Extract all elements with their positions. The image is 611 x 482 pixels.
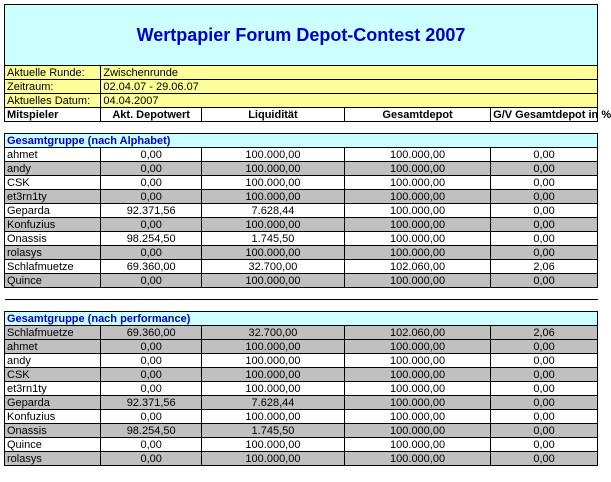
depotwert-cell[interactable]: 0,00: [101, 246, 202, 260]
gesamtdepot-cell[interactable]: 100.000,00: [344, 340, 490, 354]
player-name-cell[interactable]: Onassis: [5, 232, 101, 246]
player-name-cell[interactable]: rolasys: [5, 452, 101, 466]
table-row: [5, 176, 598, 190]
depotwert-cell[interactable]: 92.371,56: [101, 396, 202, 410]
contest-sheet: [4, 4, 611, 466]
depotwert-cell[interactable]: 0,00: [101, 452, 202, 466]
liquiditaet-cell[interactable]: 7.628,44: [201, 396, 344, 410]
liquiditaet-cell[interactable]: 100.000,00: [201, 438, 344, 452]
table-row: [5, 232, 598, 246]
player-name-cell[interactable]: Quince: [5, 274, 101, 288]
depotwert-cell[interactable]: 98.254,50: [101, 424, 202, 438]
depotwert-cell[interactable]: 69.360,00: [101, 326, 202, 340]
gv-percent-cell[interactable]: 0,00: [491, 176, 598, 190]
player-name-cell[interactable]: andy: [5, 162, 101, 176]
col-header-mitspieler[interactable]: Mitspieler: [5, 108, 101, 122]
gesamtdepot-cell[interactable]: 100.000,00: [344, 410, 490, 424]
depotwert-cell[interactable]: 98.254,50: [101, 232, 202, 246]
depotwert-cell[interactable]: 0,00: [101, 148, 202, 162]
gesamtdepot-cell[interactable]: 100.000,00: [344, 452, 490, 466]
liquiditaet-cell[interactable]: 100.000,00: [201, 354, 344, 368]
player-name-cell[interactable]: et3rn1ty: [5, 190, 101, 204]
table-row: [5, 246, 598, 260]
gesamtdepot-cell[interactable]: 100.000,00: [344, 424, 490, 438]
gv-percent-cell[interactable]: 0,00: [491, 382, 598, 396]
gv-percent-cell[interactable]: 0,00: [491, 396, 598, 410]
gv-percent-cell[interactable]: 0,00: [491, 438, 598, 452]
liquiditaet-cell[interactable]: 100.000,00: [201, 246, 344, 260]
table-row: [5, 326, 598, 340]
gesamtdepot-cell[interactable]: 102.060,00: [344, 260, 490, 274]
section-alphabet-rows: [5, 148, 598, 288]
player-name-cell[interactable]: Quince: [5, 438, 101, 452]
gesamtdepot-cell[interactable]: 100.000,00: [344, 232, 490, 246]
sheet-title[interactable]: Wertpapier Forum Depot-Contest 2007: [5, 5, 598, 66]
column-header-row: [5, 108, 598, 122]
spacer-row: [5, 300, 598, 312]
depotwert-cell[interactable]: 92.371,56: [101, 204, 202, 218]
player-name-cell[interactable]: Konfuzius: [5, 218, 101, 232]
liquiditaet-cell[interactable]: 100.000,00: [201, 190, 344, 204]
depotwert-cell[interactable]: 0,00: [101, 176, 202, 190]
player-name-cell[interactable]: CSK: [5, 176, 101, 190]
gesamtdepot-cell[interactable]: 100.000,00: [344, 148, 490, 162]
info-row-zeitraum: [5, 80, 598, 94]
datum-value[interactable]: 04.04.2007: [101, 94, 598, 108]
player-name-cell[interactable]: Schlafmuetze: [5, 260, 101, 274]
gv-percent-cell[interactable]: 2,06: [491, 326, 598, 340]
table-row: [5, 148, 598, 162]
depotwert-cell[interactable]: 0,00: [101, 354, 202, 368]
liquiditaet-cell[interactable]: 100.000,00: [201, 382, 344, 396]
depotwert-cell[interactable]: 0,00: [101, 218, 202, 232]
player-name-cell[interactable]: Onassis: [5, 424, 101, 438]
gesamtdepot-cell[interactable]: 100.000,00: [344, 190, 490, 204]
table-row: [5, 274, 598, 288]
table-row: [5, 382, 598, 396]
gesamtdepot-cell[interactable]: 102.060,00: [344, 326, 490, 340]
gesamtdepot-cell[interactable]: 100.000,00: [344, 438, 490, 452]
section-title-performance[interactable]: Gesamtgruppe (nach performance): [5, 312, 598, 326]
gesamtdepot-cell[interactable]: 100.000,00: [344, 176, 490, 190]
section-header-alphabet: [5, 134, 598, 148]
gesamtdepot-cell[interactable]: 100.000,00: [344, 274, 490, 288]
datum-label[interactable]: Aktuelles Datum:: [5, 94, 101, 108]
gesamtdepot-cell[interactable]: 100.000,00: [344, 162, 490, 176]
gesamtdepot-cell[interactable]: 100.000,00: [344, 246, 490, 260]
gv-percent-cell[interactable]: 0,00: [491, 162, 598, 176]
table-row: [5, 190, 598, 204]
gv-percent-cell[interactable]: 0,00: [491, 232, 598, 246]
liquiditaet-cell[interactable]: 7.628,44: [201, 204, 344, 218]
gv-percent-cell[interactable]: 0,00: [491, 218, 598, 232]
gv-percent-cell[interactable]: 0,00: [491, 148, 598, 162]
spacer-row: [5, 288, 598, 300]
depotwert-cell[interactable]: 0,00: [101, 274, 202, 288]
gesamtdepot-cell[interactable]: 100.000,00: [344, 368, 490, 382]
section-performance-rows: [5, 326, 598, 466]
player-name-cell[interactable]: et3rn1ty: [5, 382, 101, 396]
depotwert-cell[interactable]: 0,00: [101, 162, 202, 176]
table-row: [5, 424, 598, 438]
gv-percent-cell[interactable]: 0,00: [491, 354, 598, 368]
gv-percent-cell[interactable]: 0,00: [491, 410, 598, 424]
gesamtdepot-cell[interactable]: 100.000,00: [344, 218, 490, 232]
player-name-cell[interactable]: andy: [5, 354, 101, 368]
liquiditaet-cell[interactable]: 32.700,00: [201, 326, 344, 340]
gv-percent-cell[interactable]: 0,00: [491, 190, 598, 204]
info-row-datum: [5, 94, 598, 108]
table-row: [5, 452, 598, 466]
gesamtdepot-cell[interactable]: 100.000,00: [344, 382, 490, 396]
gv-percent-cell[interactable]: 0,00: [491, 368, 598, 382]
table-row: [5, 354, 598, 368]
liquiditaet-cell[interactable]: 1.745,50: [201, 232, 344, 246]
player-name-cell[interactable]: ahmet: [5, 148, 101, 162]
info-row-runde: [5, 66, 598, 80]
table-row: [5, 396, 598, 410]
liquiditaet-cell[interactable]: 100.000,00: [201, 148, 344, 162]
depotwert-cell[interactable]: 69.360,00: [101, 260, 202, 274]
col-header-gv[interactable]: G/V Gesamtdepot in %: [491, 108, 598, 122]
runde-value[interactable]: Zwischenrunde: [101, 66, 598, 80]
table-row: [5, 410, 598, 424]
liquiditaet-cell[interactable]: 100.000,00: [201, 218, 344, 232]
player-name-cell[interactable]: rolasys: [5, 246, 101, 260]
gesamtdepot-cell[interactable]: 100.000,00: [344, 354, 490, 368]
col-header-gesamtdepot[interactable]: Gesamtdepot: [344, 108, 490, 122]
col-header-liquiditaet[interactable]: Liquidität: [201, 108, 344, 122]
gv-percent-cell[interactable]: 2,06: [491, 260, 598, 274]
gv-percent-cell[interactable]: 0,00: [491, 204, 598, 218]
table-row: [5, 438, 598, 452]
liquiditaet-cell[interactable]: 32.700,00: [201, 260, 344, 274]
player-name-cell[interactable]: Schlafmuetze: [5, 326, 101, 340]
table-row: [5, 218, 598, 232]
liquiditaet-cell[interactable]: 100.000,00: [201, 340, 344, 354]
gv-percent-cell[interactable]: 0,00: [491, 274, 598, 288]
zeitraum-value[interactable]: 02.04.07 - 29.06.07: [101, 80, 598, 94]
col-header-depotwert[interactable]: Akt. Depotwert: [101, 108, 202, 122]
gv-percent-cell[interactable]: 0,00: [491, 246, 598, 260]
depotwert-cell[interactable]: 0,00: [101, 340, 202, 354]
gv-percent-cell[interactable]: 0,00: [491, 452, 598, 466]
section-title-alphabet[interactable]: Gesamtgruppe (nach Alphabet): [5, 134, 598, 148]
liquiditaet-cell[interactable]: 1.745,50: [201, 424, 344, 438]
gesamtdepot-cell[interactable]: 100.000,00: [344, 396, 490, 410]
liquiditaet-cell[interactable]: 100.000,00: [201, 274, 344, 288]
zeitraum-label[interactable]: Zeitraum:: [5, 80, 101, 94]
section-header-performance: [5, 312, 598, 326]
liquiditaet-cell[interactable]: 100.000,00: [201, 452, 344, 466]
table-row: [5, 368, 598, 382]
spacer-row: [5, 122, 598, 134]
player-name-cell[interactable]: Konfuzius: [5, 410, 101, 424]
liquiditaet-cell[interactable]: 100.000,00: [201, 162, 344, 176]
gv-percent-cell[interactable]: 0,00: [491, 424, 598, 438]
player-name-cell[interactable]: Geparda: [5, 396, 101, 410]
player-name-cell[interactable]: ahmet: [5, 340, 101, 354]
liquiditaet-cell[interactable]: 100.000,00: [201, 410, 344, 424]
runde-label[interactable]: Aktuelle Runde:: [5, 66, 101, 80]
depotwert-cell[interactable]: 0,00: [101, 410, 202, 424]
depotwert-cell[interactable]: 0,00: [101, 382, 202, 396]
gesamtdepot-cell[interactable]: 100.000,00: [344, 204, 490, 218]
player-name-cell[interactable]: Geparda: [5, 204, 101, 218]
depotwert-cell[interactable]: 0,00: [101, 190, 202, 204]
player-name-cell[interactable]: CSK: [5, 368, 101, 382]
gv-percent-cell[interactable]: 0,00: [491, 340, 598, 354]
table-row: [5, 260, 598, 274]
liquiditaet-cell[interactable]: 100.000,00: [201, 368, 344, 382]
table-row: [5, 340, 598, 354]
table-row: [5, 204, 598, 218]
liquiditaet-cell[interactable]: 100.000,00: [201, 176, 344, 190]
depotwert-cell[interactable]: 0,00: [101, 368, 202, 382]
table-row: [5, 162, 598, 176]
depotwert-cell[interactable]: 0,00: [101, 438, 202, 452]
